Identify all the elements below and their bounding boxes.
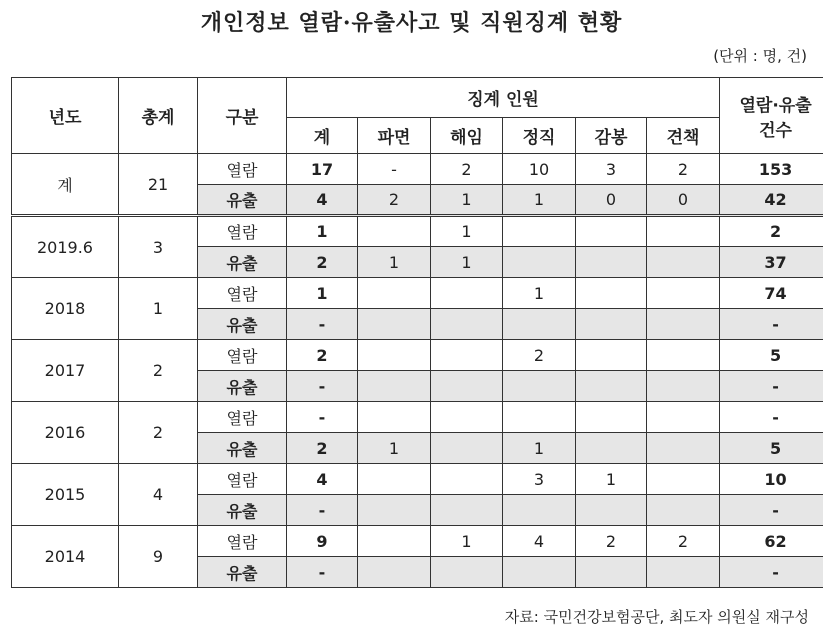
discipline-cell <box>647 340 720 371</box>
cases-cell: 62 <box>720 526 823 557</box>
discipline-cell <box>576 557 647 588</box>
discipline-sum-cell: 4 <box>287 185 358 216</box>
header-category: 구분 <box>198 78 287 154</box>
cases-cell: 5 <box>720 340 823 371</box>
total-cell: 3 <box>119 216 198 278</box>
header-cases-line2: 건수 <box>759 120 792 141</box>
cases-cell: 37 <box>720 247 823 278</box>
cases-cell: 5 <box>720 433 823 464</box>
discipline-cell: 1 <box>358 433 431 464</box>
total-cell: 4 <box>119 464 198 526</box>
year-cell: 2014 <box>12 526 119 588</box>
discipline-cell: 1 <box>431 526 503 557</box>
discipline-sum-cell: 2 <box>287 433 358 464</box>
header-sub: 정직 <box>503 118 576 154</box>
discipline-cell <box>503 495 576 526</box>
discipline-sum-cell: - <box>287 557 358 588</box>
discipline-cell <box>431 495 503 526</box>
discipline-cell: 1 <box>503 278 576 309</box>
discipline-cell <box>576 247 647 278</box>
discipline-sum-cell: - <box>287 309 358 340</box>
unit-note: (단위 : 명, 건) <box>713 47 807 65</box>
category-cell: 열람 <box>198 154 287 185</box>
table-body <box>12 154 823 588</box>
discipline-cell <box>503 309 576 340</box>
discipline-cell <box>431 278 503 309</box>
discipline-sum-cell: 2 <box>287 247 358 278</box>
discipline-cell <box>576 371 647 402</box>
discipline-cell: 2 <box>358 185 431 216</box>
cases-cell: 74 <box>720 278 823 309</box>
discipline-cell <box>647 216 720 247</box>
source-note: 자료: 국민건강보험공단, 최도자 의원실 재구성 <box>504 608 809 626</box>
discipline-cell <box>576 340 647 371</box>
discipline-cell: 0 <box>576 185 647 216</box>
category-cell: 열람 <box>198 278 287 309</box>
discipline-cell <box>576 495 647 526</box>
discipline-cell <box>647 557 720 588</box>
discipline-cell: 2 <box>647 154 720 185</box>
cases-cell: - <box>720 495 823 526</box>
discipline-sum-cell: 1 <box>287 278 358 309</box>
discipline-cell <box>358 495 431 526</box>
category-cell: 열람 <box>198 526 287 557</box>
category-cell: 유출 <box>198 557 287 588</box>
header-cases-line1: 열람·유출 <box>739 95 812 116</box>
discipline-cell <box>358 371 431 402</box>
discipline-cell: 4 <box>503 526 576 557</box>
discipline-cell: 1 <box>431 216 503 247</box>
table-row <box>12 402 823 433</box>
category-cell: 유출 <box>198 309 287 340</box>
discipline-cell <box>576 278 647 309</box>
discipline-cell <box>431 433 503 464</box>
year-cell: 2016 <box>12 402 119 464</box>
total-cell: 9 <box>119 526 198 588</box>
year-cell: 계 <box>12 154 119 216</box>
total-cell: 21 <box>119 154 198 216</box>
header-sub: 계 <box>287 118 358 154</box>
cases-cell: - <box>720 309 823 340</box>
year-cell: 2019.6 <box>12 216 119 278</box>
discipline-cell: 2 <box>647 526 720 557</box>
discipline-cell <box>503 371 576 402</box>
header-year: 년도 <box>12 78 119 154</box>
discipline-cell: 1 <box>503 433 576 464</box>
discipline-cell <box>647 495 720 526</box>
discipline-sum-cell: 4 <box>287 464 358 495</box>
discipline-cell: 1 <box>358 247 431 278</box>
discipline-sum-cell: - <box>287 495 358 526</box>
category-cell: 열람 <box>198 402 287 433</box>
discipline-cell <box>503 402 576 433</box>
header-sub: 파면 <box>358 118 431 154</box>
discipline-sum-cell: 2 <box>287 340 358 371</box>
category-cell: 열람 <box>198 340 287 371</box>
header-discipline: 징계 인원 <box>287 78 720 118</box>
discipline-cell: 2 <box>431 154 503 185</box>
discipline-cell <box>576 309 647 340</box>
cases-cell: 153 <box>720 154 823 185</box>
header-sub: 견책 <box>647 118 720 154</box>
table-row <box>12 526 823 557</box>
discipline-cell <box>358 278 431 309</box>
discipline-cell <box>431 402 503 433</box>
discipline-cell <box>576 216 647 247</box>
discipline-cell <box>431 371 503 402</box>
cases-cell: 42 <box>720 185 823 216</box>
year-cell: 2017 <box>12 340 119 402</box>
discipline-cell <box>358 464 431 495</box>
total-cell: 2 <box>119 402 198 464</box>
discipline-cell <box>431 309 503 340</box>
discipline-sum-cell: 1 <box>287 216 358 247</box>
cases-cell: - <box>720 371 823 402</box>
discipline-cell: 1 <box>431 185 503 216</box>
table-row <box>12 340 823 371</box>
discipline-cell <box>431 340 503 371</box>
cases-cell: - <box>720 402 823 433</box>
discipline-cell <box>358 402 431 433</box>
header-total: 총계 <box>119 78 198 154</box>
discipline-sum-cell: 9 <box>287 526 358 557</box>
discipline-cell <box>647 433 720 464</box>
discipline-cell: 2 <box>503 340 576 371</box>
category-cell: 유출 <box>198 371 287 402</box>
table-row <box>12 278 823 309</box>
table-row <box>12 216 823 247</box>
discipline-cell <box>431 464 503 495</box>
discipline-sum-cell: - <box>287 402 358 433</box>
discipline-cell: 1 <box>431 247 503 278</box>
discipline-cell <box>647 464 720 495</box>
discipline-cell <box>647 247 720 278</box>
discipline-cell: 3 <box>576 154 647 185</box>
category-cell: 유출 <box>198 495 287 526</box>
category-cell: 유출 <box>198 185 287 216</box>
discipline-cell <box>576 433 647 464</box>
discipline-cell: 1 <box>503 185 576 216</box>
header-sub: 해임 <box>431 118 503 154</box>
page-title: 개인정보 열람·유출사고 및 직원징계 현황 <box>200 10 623 36</box>
table-row <box>12 154 823 185</box>
discipline-cell <box>647 309 720 340</box>
discipline-sum-cell: 17 <box>287 154 358 185</box>
discipline-cell: 1 <box>576 464 647 495</box>
discipline-table <box>11 77 823 588</box>
table-row <box>12 464 823 495</box>
discipline-cell <box>503 216 576 247</box>
discipline-cell: 10 <box>503 154 576 185</box>
discipline-cell <box>647 278 720 309</box>
discipline-cell <box>358 216 431 247</box>
discipline-cell <box>358 557 431 588</box>
discipline-cell <box>647 402 720 433</box>
discipline-cell <box>358 526 431 557</box>
header-cases <box>720 78 823 154</box>
category-cell: 열람 <box>198 464 287 495</box>
cases-cell: - <box>720 557 823 588</box>
discipline-cell <box>358 309 431 340</box>
year-cell: 2015 <box>12 464 119 526</box>
cases-cell: 2 <box>720 216 823 247</box>
header-sub: 감봉 <box>576 118 647 154</box>
category-cell: 유출 <box>198 433 287 464</box>
discipline-cell: 3 <box>503 464 576 495</box>
category-cell: 열람 <box>198 216 287 247</box>
category-cell: 유출 <box>198 247 287 278</box>
discipline-cell <box>503 557 576 588</box>
discipline-cell: - <box>358 154 431 185</box>
discipline-cell <box>358 340 431 371</box>
discipline-cell: 2 <box>576 526 647 557</box>
discipline-cell <box>647 371 720 402</box>
total-cell: 1 <box>119 278 198 340</box>
discipline-sum-cell: - <box>287 371 358 402</box>
discipline-cell <box>431 557 503 588</box>
total-cell: 2 <box>119 340 198 402</box>
discipline-cell <box>576 402 647 433</box>
cases-cell: 10 <box>720 464 823 495</box>
discipline-cell: 0 <box>647 185 720 216</box>
discipline-cell <box>503 247 576 278</box>
year-cell: 2018 <box>12 278 119 340</box>
